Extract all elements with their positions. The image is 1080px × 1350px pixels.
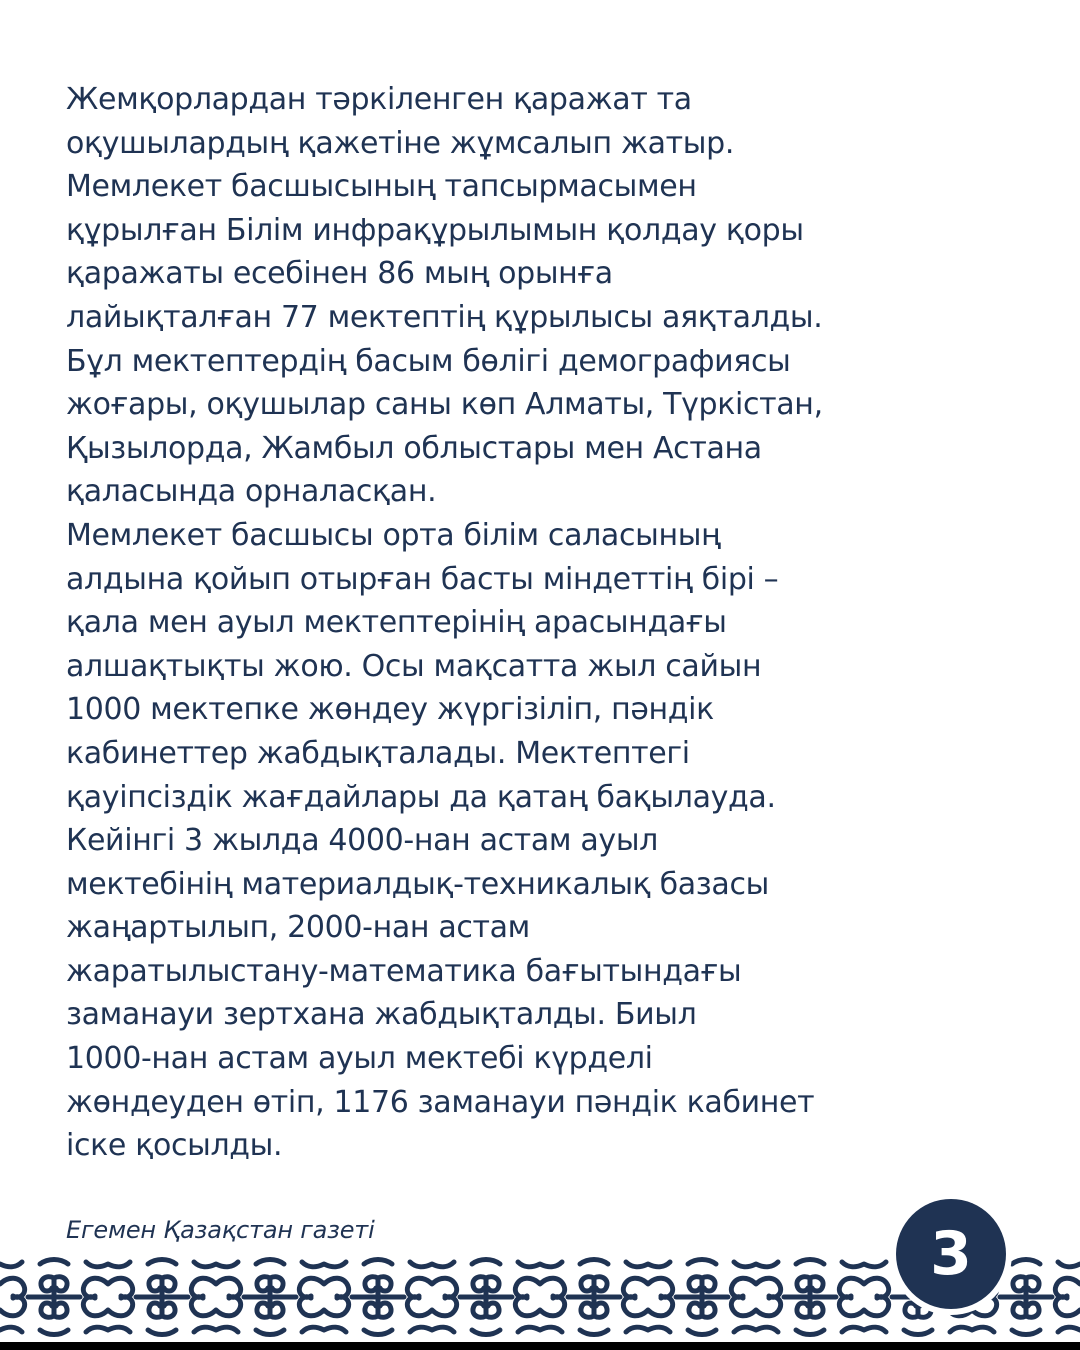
text-line: Мемлекет басшысы орта білім саласының bbox=[66, 517, 721, 553]
text-line: 1000-нан астам ауыл мектебі күрделі bbox=[66, 1041, 653, 1077]
text-line: кабинеттер жабдықталады. Мектептегі bbox=[66, 735, 690, 771]
article-body bbox=[66, 78, 1026, 1168]
text-line: Кейінгі 3 жылда 4000-нан астам ауыл bbox=[66, 823, 658, 859]
text-line: мектебінің материалдық-техникалық базасы bbox=[66, 866, 769, 902]
source-credit: Егемен Қазақстан газеті bbox=[66, 1216, 375, 1244]
article-paragraph bbox=[66, 78, 1026, 514]
text-line: жоғары, оқушылар саны көп Алматы, Түркістан, bbox=[66, 387, 823, 423]
text-line: іске қосылды. bbox=[66, 1128, 283, 1164]
text-line: алдына қойып отырған басты міндеттің бірі – bbox=[66, 561, 779, 597]
text-line: жаңартылып, 2000-нан астам bbox=[66, 910, 530, 946]
text-line: Бұл мектептердің басым бөлігі демографиясы bbox=[66, 343, 791, 379]
text-line: қала мен ауыл мектептерінің арасындағы bbox=[66, 605, 727, 641]
text-line: жаратылыстану-математика бағытындағы bbox=[66, 953, 742, 989]
page-number-badge: 3 bbox=[896, 1199, 1006, 1309]
text-line: қаласында орналасқан. bbox=[66, 474, 437, 510]
text-line: жөндеуден өтіп, 1176 заманауи пәндік кабинет bbox=[66, 1084, 815, 1120]
text-line: алшақтықты жою. Осы мақсатта жыл сайын bbox=[66, 648, 762, 684]
text-line: қауіпсіздік жағдайлары да қатаң бақылауда. bbox=[66, 779, 776, 815]
text-line: құрылған Білім инфрақұрылымын қолдау қоры bbox=[66, 212, 804, 248]
text-line: Жемқорлардан тәркіленген қаражат та bbox=[66, 82, 692, 117]
text-line: Мемлекет басшысының тапсырмасымен bbox=[66, 169, 697, 205]
text-line: заманауи зертхана жабдықталды. Биыл bbox=[66, 997, 697, 1033]
bottom-divider bbox=[0, 1342, 1080, 1350]
text-line: қаражаты есебінен 86 мың орынға bbox=[66, 256, 613, 292]
text-line: Қызылорда, Жамбыл облыстары мен Астана bbox=[66, 430, 762, 466]
text-line: оқушылардың қажетіне жұмсалып жатыр. bbox=[66, 125, 735, 161]
text-line: 1000 мектепке жөндеу жүргізіліп, пәндік bbox=[66, 692, 714, 728]
text-line: лайықталған 77 мектептің құрылысы аяқталды. bbox=[66, 299, 823, 335]
article-paragraph bbox=[66, 514, 1026, 1168]
